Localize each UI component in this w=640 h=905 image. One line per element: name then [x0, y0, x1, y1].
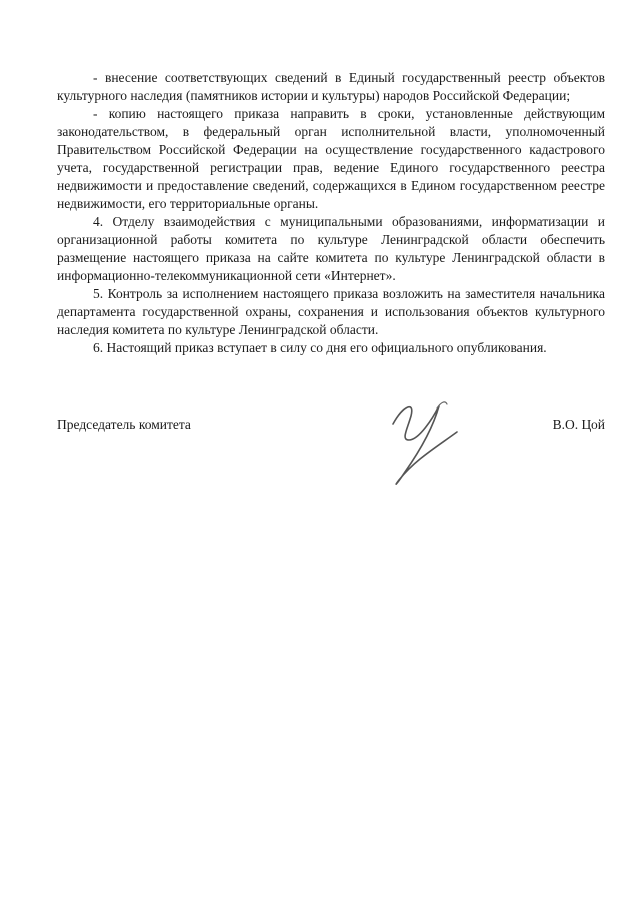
signature-block — [57, 416, 605, 496]
paragraph-send-copy: - копию настоящего приказа направить в сроки, установленные действующим законодательством, в федеральный орган исполнительной власти, уполномоченный Правительством Российской Федерации на осуществление государственного кадастрового учета, государственной регистрации прав, ведение Единого государственного реестра недвижимости и предоставление сведений, содержащихся в Едином государственном реестре недвижимости, его территориальные органы. — [57, 106, 605, 211]
signatory-name: В.О. Цой — [552, 417, 605, 432]
paragraph-item-5: 5. Контроль за исполнением настоящего приказа возложить на заместителя начальника департамента государственной охраны, сохранения и использования объектов культурного наследия комитета по культуре Ленинградской области. — [57, 286, 605, 337]
signatory-title: Председатель комитета — [57, 417, 191, 432]
paragraph-registry-entry: - внесение соответствующих сведений в Единый государственный реестр объектов культурного наследия (памятников истории и культуры) народов Российской Федерации; — [57, 70, 605, 103]
handwritten-signature — [375, 394, 475, 494]
document-body — [57, 69, 605, 357]
paragraph-item-6: 6. Настоящий приказ вступает в силу со дня его официального опубликования. — [93, 340, 547, 355]
paragraph-item-4: 4. Отделу взаимодействия с муниципальными образованиями, информатизации и организационной работы комитета по культуре Ленинградской области обеспечить размещение настоящего приказа на сайте комитета по культуре Ленинградской области в информационно-телекоммуникационной сети «Интернет». — [57, 214, 605, 283]
